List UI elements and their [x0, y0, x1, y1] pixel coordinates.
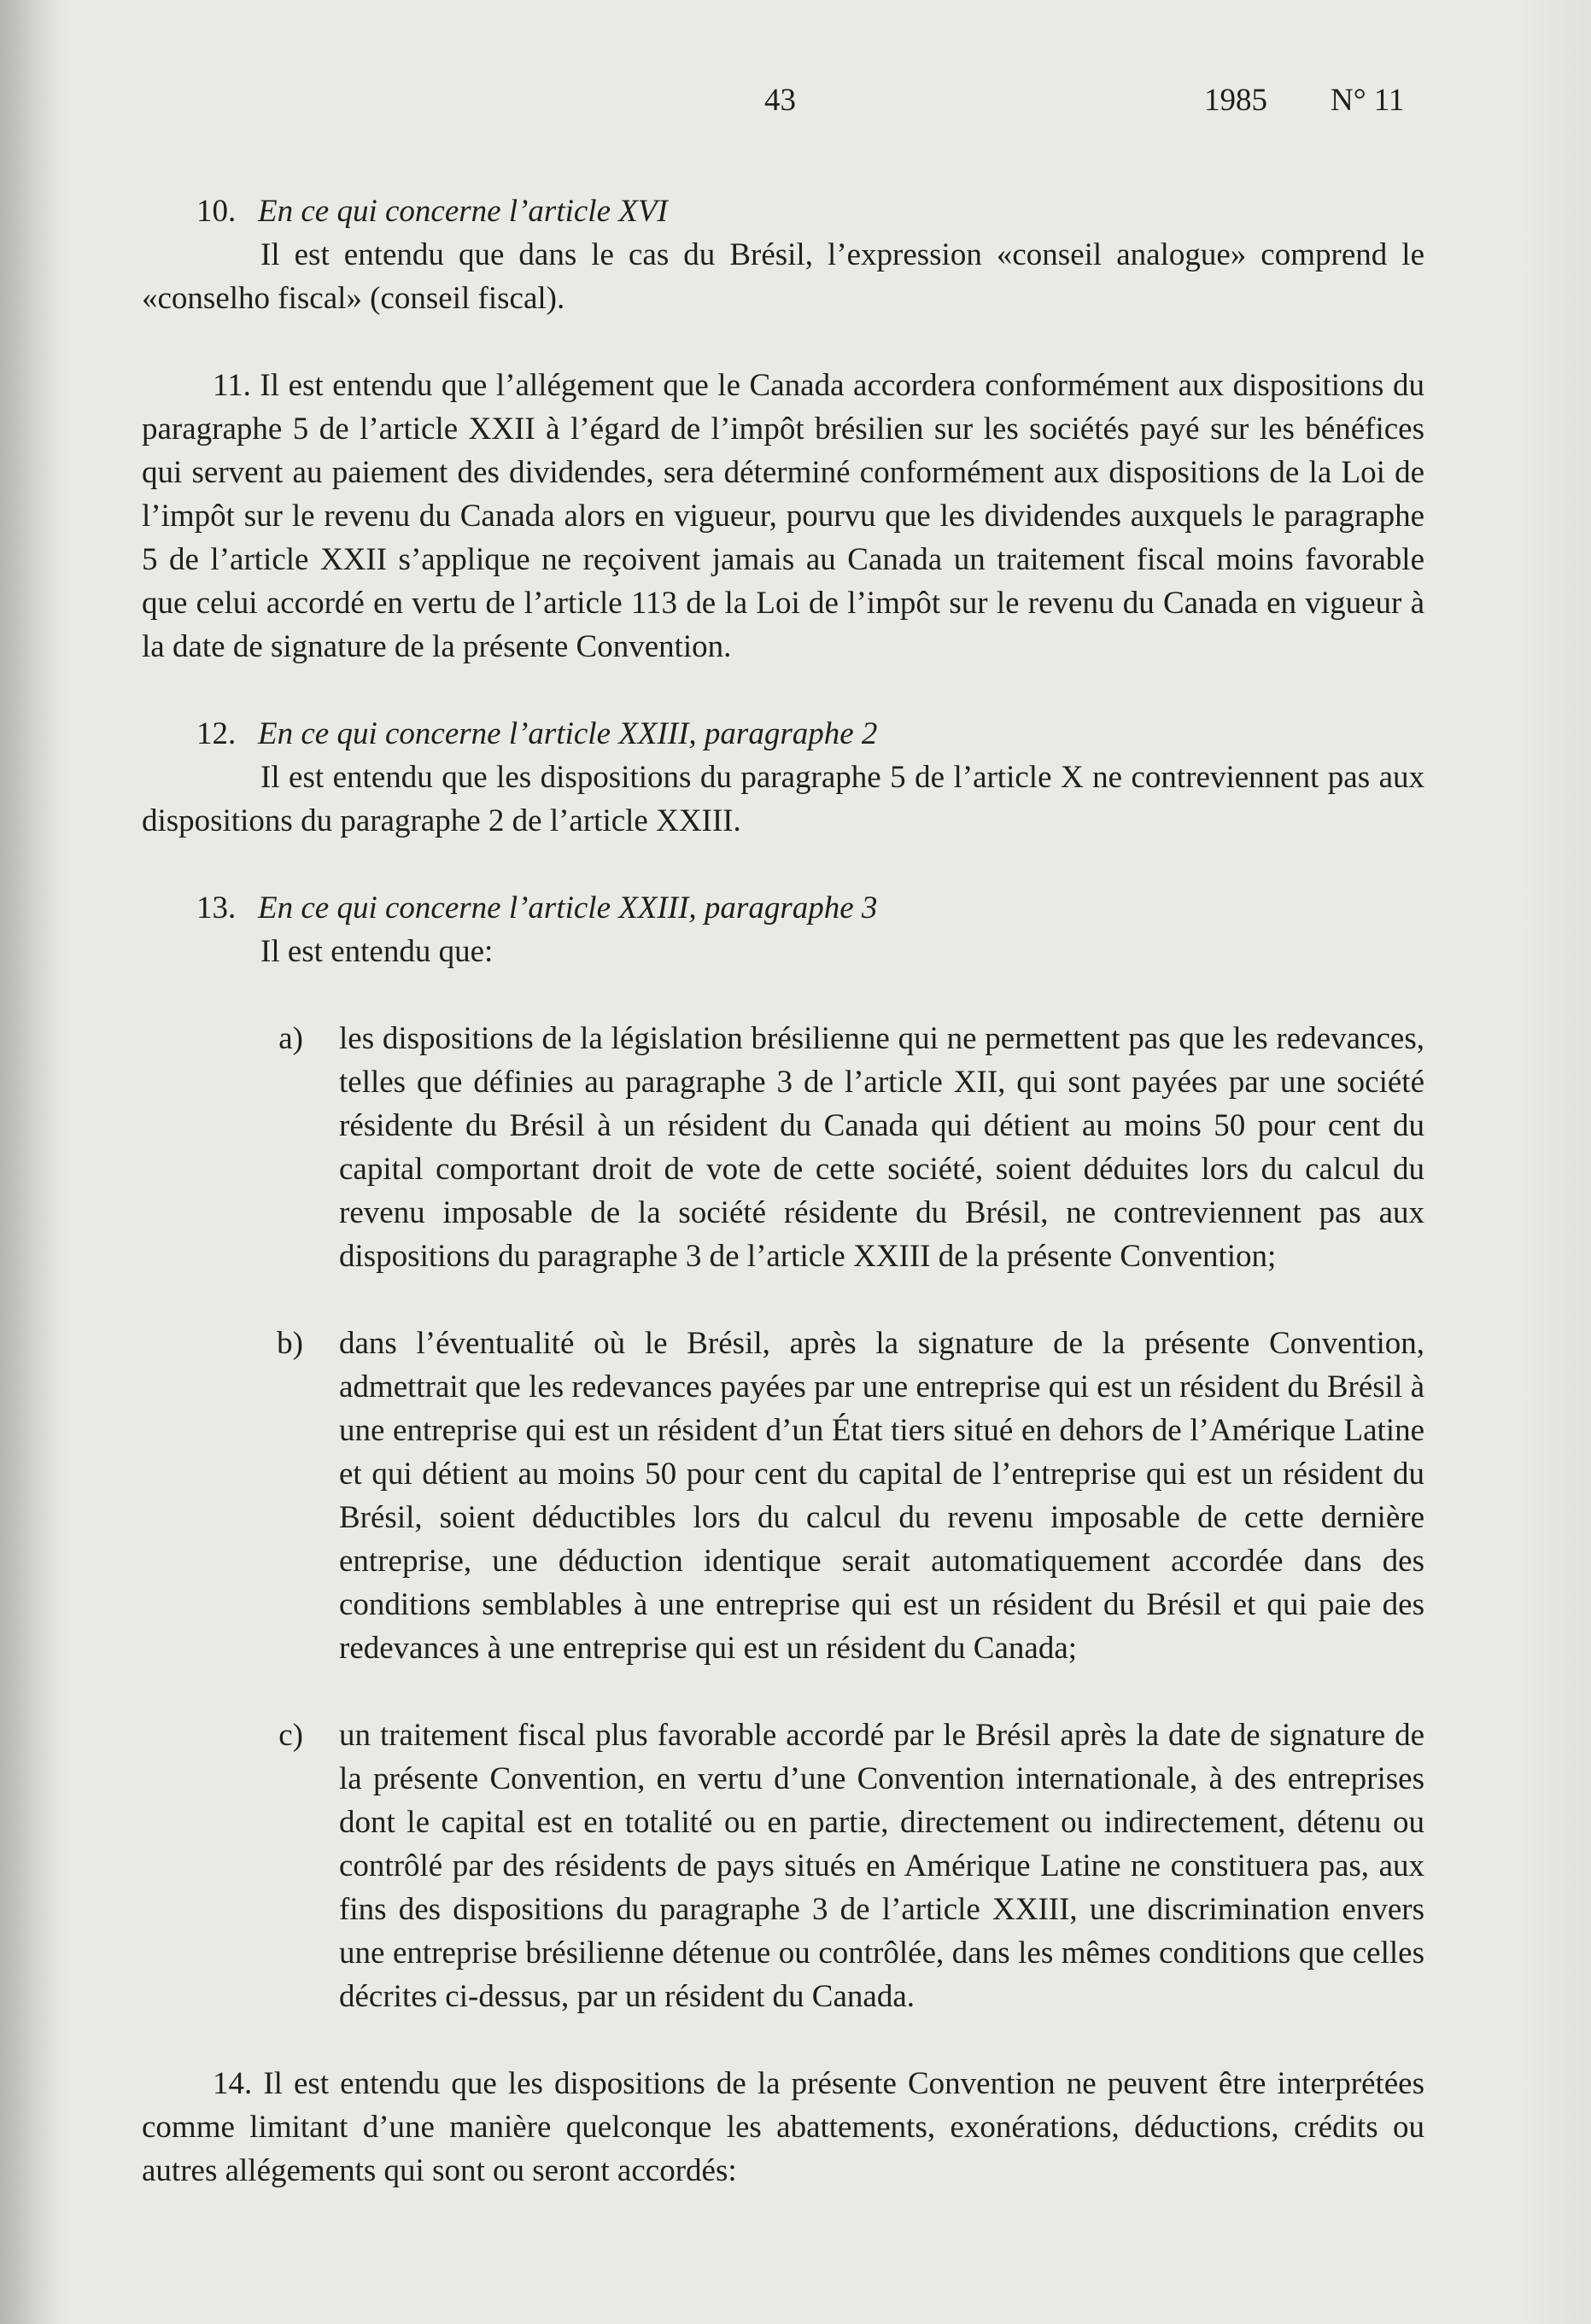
document-body [142, 190, 1424, 2236]
header-year: 1985 [1204, 83, 1267, 118]
section-number: 10. [196, 194, 237, 229]
section-10 [142, 190, 1424, 320]
item-text: les dispositions de la législation brésilienne qui ne permettent pas que les redevances, telles que définies au paragraphe 3 de l’article XII, qui sont payées par une société résidente du Brésil à un résident du Canada qui détient au moins 50 pour cent du capital comportant droit de vote de cette société, soient déduites lors du calcul du revenu imposable de la société résidente du Brésil, ne contreviennent pas aux dispositions du paragraphe 3 de l’article XXIII de la présente Convention; [339, 1021, 1424, 1274]
header-number: N° 11 [1331, 83, 1405, 118]
section-12 [142, 712, 1424, 843]
section-text [142, 233, 1424, 320]
section-13 [142, 886, 1424, 2018]
section-text [142, 756, 1424, 843]
section-11 [142, 364, 1424, 669]
section-title: En ce qui concerne l’article XXIII, paragraphe 3 [258, 890, 878, 926]
section-number: 12. [196, 716, 237, 751]
section-heading [196, 712, 1424, 756]
section-text: 11. Il est entendu que l’allégement que le Canada accordera conformément aux dispositions du paragraphe 5 de l’article XXII à l’égard de l’impôt brésilien sur les sociétés payé sur les bénéfices qui servent au paiement des dividendes, sera déterminé conformément aux dispositions de la Loi de l’impôt sur le revenu du Canada alors en vigueur, pourvu que les dividendes auxquels le paragraphe 5 de l’article XXII s’applique ne reçoivent jamais au Canada un traitement fiscal moins favorable que celui accordé en vertu de l’article 113 de la Loi de l’impôt sur le revenu du Canada en vigueur à la date de signature de la présente Convention. [142, 368, 1424, 664]
item-label: c) [278, 1718, 303, 1753]
section-heading [196, 886, 1424, 930]
list-item [142, 1017, 1424, 1278]
section-text-content: Il est entendu que dans le cas du Brésil, l’expression «conseil analogue» comprend le «conselho fiscal» (conseil fiscal). [142, 237, 1424, 316]
item-text: un traitement fiscal plus favorable accordé par le Brésil après la date de signature de la présente Convention, en vertu d’une Convention internationale, à des entreprises dont le capital est en totalité ou en partie, directement ou indirectement, détenu ou contrôlé par des résidents de pays situés en Amérique Latine ne constituera pas, aux fins des dispositions du paragraphe 3 de l’article XXIII, une discrimination envers une entreprise brésilienne détenue ou contrôlée, dans les mêmes conditions que celles décrites ci-dessus, par un résident du Canada. [339, 1718, 1424, 2014]
section-number: 13. [196, 890, 237, 926]
page-number: 43 [764, 83, 796, 118]
list-item [142, 1322, 1424, 1670]
section-14 [142, 2062, 1424, 2193]
section-intro: Il est entendu que: [260, 934, 494, 969]
section-text-content: Il est entendu que les dispositions du paragraphe 5 de l’article X ne contreviennent pas aux dispositions du paragraphe 2 de l’article XXIII. [142, 760, 1424, 838]
page-header [0, 82, 1591, 125]
list-item [142, 1714, 1424, 2018]
section-text: 14. Il est entendu que les dispositions de la présente Convention ne peuvent être interprétées comme limitant d’une manière quelconque les abattements, exonérations, déductions, crédits ou autres allégements qui sont ou seront accordés: [142, 2066, 1424, 2188]
section-heading [196, 190, 1424, 233]
item-label: a) [278, 1021, 303, 1056]
page-fold-shadow [0, 0, 60, 2324]
item-label: b) [277, 1326, 303, 1361]
item-text: dans l’éventualité où le Brésil, après la signature de la présente Convention, admettrait que les redevances payées par une entreprise qui est un résident du Brésil à une entreprise qui est un résident d’un État tiers situé en dehors de l’Amérique Latine et qui détient au moins 50 pour cent du capital de l’entreprise qui est un résident du Brésil, soient déductibles lors du calcul du revenu imposable de cette dernière entreprise, une déduction identique serait automatiquement accordée dans des conditions semblables à une entreprise qui est un résident du Brésil et qui paie des redevances à une entreprise qui est un résident du Canada; [339, 1326, 1424, 1666]
section-title: En ce qui concerne l’article XXIII, paragraphe 2 [258, 716, 878, 751]
section-title: En ce qui concerne l’article XVI [258, 194, 668, 229]
